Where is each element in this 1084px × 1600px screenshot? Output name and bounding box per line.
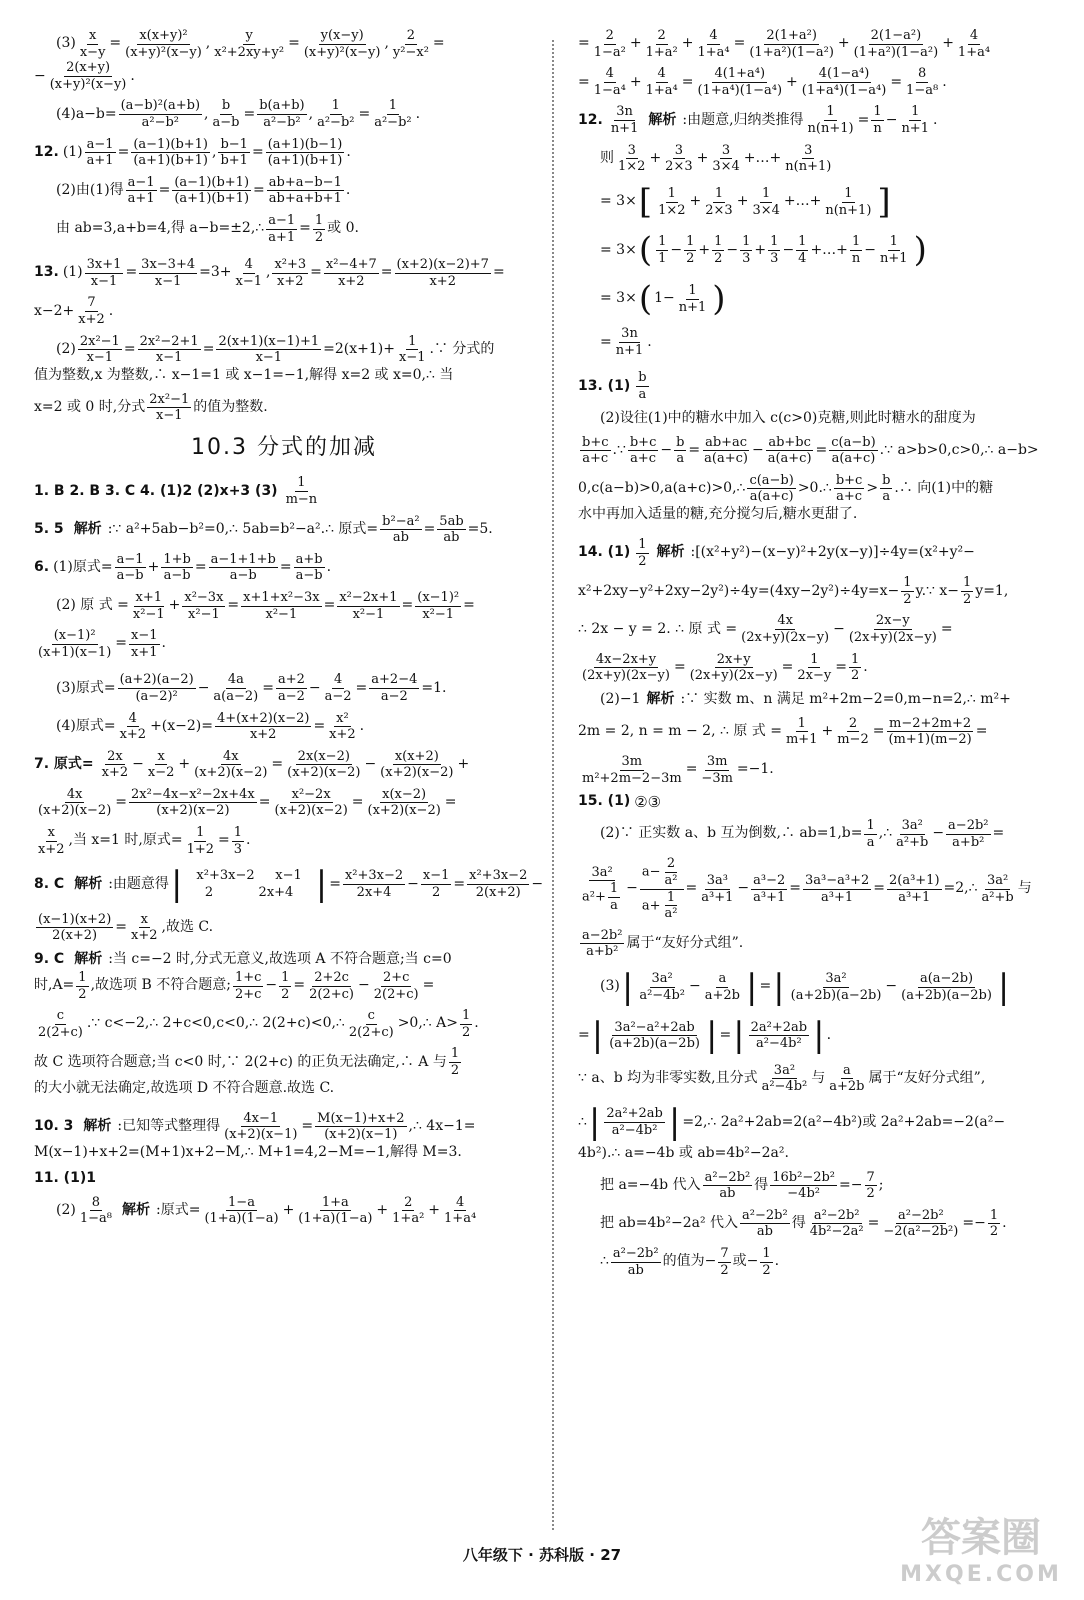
text: ∵ a、b 均为非零实数,且分式 bbox=[578, 1070, 758, 1087]
text: 与 bbox=[811, 1070, 826, 1087]
answer-12-6: = $\frac{3n}{n+1}$ . bbox=[600, 326, 652, 358]
text: (3)原式= bbox=[56, 679, 116, 696]
text: 或− bbox=[732, 1253, 759, 1270]
problem-11-4: (4)a−b= $\frac{\text{(a−b)²(a+b)}}{\text{a²−b²}}$ , $\frac{b}{a-b}$ = $\frac{b(a+b)}{\text{a²−b²}}$ , $\frac{1}{\text{a²−b²}}$ = $\frac{1}{\text{a²−b²}}$ . bbox=[56, 98, 421, 130]
answer-9 bbox=[34, 950, 534, 970]
analysis-label: 解析 bbox=[121, 1202, 150, 1219]
text: =5. bbox=[467, 520, 493, 537]
text: :由题意得 bbox=[108, 875, 169, 892]
column-divider bbox=[552, 40, 554, 1530]
text: (4)原式= bbox=[56, 717, 116, 734]
text: 10. 3 bbox=[34, 1117, 74, 1134]
fraction: $\frac{\text{(a−b)²(a+b)}}{\text{a²−b²}}$ bbox=[120, 98, 201, 130]
text: x²+2xy−y²+2xy−2y²)÷4y=(4xy−2y²)÷4y=x− bbox=[578, 582, 900, 599]
text: 与 bbox=[1017, 880, 1032, 897]
text: ,故选项 B 不符合题意; bbox=[90, 977, 231, 994]
page-footer: 八年级下 · 苏科版 · 27 bbox=[462, 1546, 622, 1564]
answer-6-4: (4)原式= $\frac{4}{x+2}$ +(x−2)= $\frac{4+(x+2)(x-2)}{x+2}$ = $\frac{\text{x²}}{x+2}$ . bbox=[56, 710, 365, 743]
right-column bbox=[578, 28, 1046, 1278]
answer-15-6: = | $\frac{\text{3a²−a²+2ab}}{(a+2b)(a-2b)}$ | = | $\frac{\text{2a²+2ab}}{\text{a²−4b²}}$ | . bbox=[578, 1015, 832, 1056]
text: 把 ab=4b²−2a² 代入 bbox=[600, 1215, 739, 1232]
problem-12-3: 由 ab=3,a+b=4,得 a−b=±2,∴ $\frac{a-1}{a+1}$ = $\frac{1}{2}$ 或 0. bbox=[56, 212, 359, 245]
text: ∴ bbox=[578, 1113, 587, 1130]
analysis-label: 解析 bbox=[656, 544, 685, 561]
answers-1-4: 1. B 2. B 3. C 4. (1)2 (2)x+3 (3) $\frac{1}{m-n}$ bbox=[34, 475, 318, 507]
problem-11-3: (3) $\frac{x}{x-y}$ = $\frac{\text{x(x+y)²}}{\text{(x+y)²(x−y)}}$ , $\frac{y}{\text{x²+2xy+y²}}$ = $\frac{y(x-y)}{\text{(x+y)²(x−y)}}$ , $\frac{2}{\text{y²−x²}}$ = bbox=[56, 28, 445, 60]
analysis-label: 解析 bbox=[648, 111, 677, 128]
answer-11-1 bbox=[34, 1169, 534, 1189]
answer-11-2: (2) $\frac{8}{\text{1−a⁸}}$ 解析 :原式= $\frac{1-a}{(1+a)(1-a)}$ + $\frac{1+a}{(1+a)(1-a)}$ + $\frac{2}{\text{1+a²}}$ + $\frac{4}{\text{1+a⁴}}$ bbox=[56, 1194, 477, 1227]
answer-13-1: 13. (1) $\frac{b}{a}$ bbox=[578, 370, 647, 403]
text: .∴ 向(1)中的糖 bbox=[894, 480, 994, 497]
label: (3) bbox=[56, 35, 76, 52]
fraction: $\frac{1}{\text{a²−b²}}$ bbox=[374, 98, 412, 130]
text: =2,∴ 2a²+2ab=2(a²−4b²)或 2a²+2ab=−2(a²− bbox=[682, 1113, 1006, 1130]
fraction: $\frac{b}{a-b}$ bbox=[212, 98, 240, 130]
text: 得 bbox=[791, 1215, 806, 1232]
text: y.∵ x− bbox=[915, 582, 960, 599]
text: 14. (1) bbox=[578, 544, 631, 561]
text: .∵ bbox=[612, 441, 626, 458]
answer-15-3: 3a² a²+ $\frac{1}{a}$ − a− $\frac{2}{\text{a²}}$ a+ $\frac{1}{\text{a²}}$ = $\frac{\text{3a³}}{\text{a³+1}}$ − $\frac{\text{a³−2}}{\text{a³+1}}$ = $\frac{\text{3a³−a³+2}}{\text{a³+1}}$ = $\frac{\text{2(a³+1)}}{\text{a³+1}}$ =2,∴ $\frac{\text{3a²}}{\text{a²+b}}$ 与 bbox=[582, 856, 1032, 922]
answer-11-2-cont: = $\frac{2}{\text{1−a²}}$ + $\frac{2}{\text{1+a²}}$ + $\frac{4}{\text{1+a⁴}}$ = $\frac{\text{2(1+a²)}}{\text{(1+a²)(1−a²)}}$ + $\frac{\text{2(1−a²)}}{\text{(1+a²)(1−a²)}}$ + $\frac{4}{\text{1+a⁴}}$ bbox=[578, 28, 991, 60]
text: (1) bbox=[62, 264, 83, 281]
text: (2) bbox=[56, 1202, 76, 1219]
answer-8: 8. C 解析 :由题意得 | x²+3x−2 x−1 2 2x+4 | = $\frac{\text{x²+3x−2}}{2x+4}$ − $\frac{x-1}{2}$ = $\frac{\text{x²+3x−2}}{2(x+2)}$ − bbox=[34, 864, 544, 905]
text: (2)−1 bbox=[600, 691, 641, 707]
fraction: $\frac{y}{\text{x²+2xy+y²}}$ bbox=[214, 28, 285, 60]
answer-9-3: $\frac{c}{2(2+c)}$ .∵ c<−2,∴ 2+c<0,c<0,∴ 2(2+c)<0,∴ $\frac{c}{2(2+c)}$ >0,∴ A> $\frac{1}{2}$ . bbox=[38, 1008, 479, 1040]
text: 属于“友好分式组”, bbox=[868, 1070, 986, 1087]
problem-number: 6. bbox=[34, 559, 50, 576]
text: :[(x²+y²)−(x−y)²+2y(x−y)]÷4y=(x²+y²− bbox=[690, 544, 975, 561]
text: 15. (1) bbox=[578, 793, 631, 810]
text: 11. (1)1 bbox=[34, 1169, 96, 1186]
answer-6-1: 6. (1)原式= $\frac{a-1}{a-b}$ + $\frac{1+b}{a-b}$ = $\frac{a-1+1+b}{a-b}$ = $\frac{a+b}{a-b}$ . bbox=[34, 551, 332, 584]
answer-15-12: ∴ $\frac{\text{a²−2b²}}{ab}$ 的值为− $\frac{7}{2}$ 或− $\frac{1}{2}$ . bbox=[600, 1245, 780, 1278]
text: 的值为− bbox=[662, 1253, 717, 1270]
answer-12-4: = 3× ( $\frac{1}{1}$ − $\frac{1}{2}$ + $\frac{1}{2}$ − $\frac{1}{3}$ + $\frac{1}{3}$ − $\frac{1}{4}$ +…+ $\frac{1}{n}$ − $\frac{1}{n+1}$ ) bbox=[600, 230, 927, 271]
text: ,当 x=1 时,原式= bbox=[68, 832, 183, 849]
answer-10: 10. 3 解析 :已知等式整理得 $\frac{4x-1}{(x+2)(x-1)}$ = $\frac{M(x-1)+x+2}{(x+2)(x-1)}$ ,∴ 4x−1= bbox=[34, 1110, 476, 1143]
answer-9-4: 故 C 选项符合题意;当 c<0 时,∵ 2(2+c) 的正负无法确定,∴ A 与 $\frac{1}{2}$ bbox=[34, 1046, 460, 1078]
text: :∵ a²+5ab−b²=0,∴ 5ab=b²−a².∴ 原式= bbox=[107, 520, 379, 537]
problem-number: 13. bbox=[34, 264, 59, 281]
watermark-url: MXQE.COM bbox=[900, 1562, 1062, 1587]
text: .∵ a>b>0,c>0,∴ a−b> bbox=[879, 441, 1039, 458]
text: = 3× bbox=[600, 193, 637, 210]
answer-15-8: ∴ | $\frac{\text{2a²+2ab}}{\text{a²−4b²}}$ | =2,∴ 2a²+2ab=2(a²−4b²)或 2a²+2ab=−2(a²− bbox=[578, 1102, 1006, 1143]
fraction: $\frac{1}{\text{a²−b²}}$ bbox=[317, 98, 355, 130]
answer-12: 12. $\frac{3n}{n+1}$ 解析 :由题意,归纳类推得 $\frac{1}{n(n+1)}$ = $\frac{1}{n}$ − $\frac{1}{n+1}$ . bbox=[578, 104, 938, 136]
text: (1)原式= bbox=[53, 559, 113, 576]
text: 1. B 2. B 3. C 4. (1)2 (2)x+3 (3) bbox=[34, 482, 278, 499]
answer-10-2 bbox=[34, 1143, 534, 1163]
text: >0,∴ A> bbox=[397, 1015, 458, 1032]
text: 值为整数,x 为整数,∴ x−1=1 或 x−1=−1,解得 x=2 或 x=0,∴ 当 bbox=[34, 366, 454, 383]
text: (2)设往(1)中的糖水中加入 c(c>0)克糖,则此时糖水的甜度为 bbox=[600, 409, 976, 426]
text: 水中再加入适量的糖,充分搅匀后,糖水更甜了. bbox=[578, 506, 858, 523]
answer-15-9 bbox=[578, 1144, 1046, 1164]
text: :当 c=−2 时,分式无意义,故选项 A 不符合题意;当 c=0 bbox=[108, 951, 452, 968]
text: >0.∴ bbox=[797, 480, 832, 497]
answer-14-3: ∴ 2x − y = 2. ∴ 原 式 = $\frac{4x}{(2x+y)(2x-y)}$ − $\frac{2x-y}{(2x+y)(2x-y)}$ = bbox=[578, 613, 953, 645]
watermark-text: 答案圈 bbox=[921, 1515, 1041, 1561]
answer-5: 5. 5 解析 :∵ a²+5ab−b²=0,∴ 5ab=b²−a².∴ 原式= $\frac{\text{b²−a²}}{ab}$ = $\frac{5ab}{ab}$ =5. bbox=[34, 513, 493, 546]
text: 或 0. bbox=[327, 220, 359, 237]
text: =1. bbox=[421, 679, 447, 696]
text: (3) bbox=[600, 978, 620, 995]
text: 时,A= bbox=[34, 977, 75, 994]
text: ②③ bbox=[634, 792, 662, 811]
answer-6-2: (2) 原 式 = $\frac{x+1}{\text{x²−1}}$ + $\frac{\text{x²−3x}}{\text{x²−1}}$ = $\frac{\text{x+1+x²−3x}}{\text{x²−1}}$ = $\frac{\text{x²−2x+1}}{\text{x²−1}}$ = $\frac{\text{(x−1)²}}{\text{x²−1}}$ = bbox=[56, 589, 475, 622]
problem-13-1: 13. (1) $\frac{3x+1}{x-1}$ = $\frac{3x-3+4}{x-1}$ =3+ $\frac{4}{x-1}$ , $\frac{\text{x²+3}}{x+2}$ = $\frac{\text{x²−4+7}}{x+2}$ = $\frac{(x+2)(x-2)+7}{x+2}$ = bbox=[34, 257, 505, 289]
analysis-label: 解析 bbox=[73, 520, 102, 537]
analysis-label: 解析 bbox=[74, 875, 103, 892]
text: ,∴ bbox=[878, 825, 893, 842]
answer-9-5 bbox=[34, 1079, 534, 1099]
answer-12-2: 则 $\frac{3}{1\times 2}$ + $\frac{3}{2\times 3}$ + $\frac{3}{3\times 4}$ +…+ $\frac{3}{n(n+1)}$ bbox=[600, 142, 832, 175]
text: 8. C bbox=[34, 875, 65, 892]
text: :原式= bbox=[155, 1202, 201, 1219]
text: (2) bbox=[56, 340, 76, 357]
text: 得 bbox=[754, 1176, 769, 1193]
answer-15-11: 把 ab=4b²−2a² 代入 $\frac{\text{a²−2b²}}{ab}$ 得 $\frac{\text{a²−2b²}}{\text{4b²−2a²}}$ = $\frac{\text{a²−2b²}}{\text{−2(a²−2b²)}}$ =− $\frac{1}{2}$ . bbox=[600, 1207, 1007, 1240]
text: 5. 5 bbox=[34, 520, 64, 537]
problem-number: 12. bbox=[34, 143, 59, 160]
fraction: $\frac{\text{x(x+y)²}}{\text{(x+y)²(x−y)}}$ bbox=[125, 28, 202, 60]
answer-7-cont: $\frac{4x}{(x+2)(x-2)}$ = $\frac{\text{2x²−4x−x²−2x+4x}}{(x+2)(x-2)}$ = $\frac{\text{x²−2x}}{(x+2)(x-2)}$ = $\frac{x(x-2)}{(x+2)(x-2)}$ = bbox=[38, 786, 457, 819]
text: x=2 或 0 时,分式 bbox=[34, 399, 146, 416]
fraction: $\frac{2(x+y)}{\text{(x+y)²(x−y)}}$ bbox=[49, 60, 127, 92]
text: =−1. bbox=[736, 761, 774, 778]
answer-15-4: $\frac{\text{a−2b²}}{\text{a+b²}}$ 属于“友好分式组”. bbox=[582, 927, 744, 960]
analysis-label: 解析 bbox=[74, 951, 103, 968]
text: (2)由(1)得 bbox=[56, 182, 124, 199]
watermark-logo bbox=[886, 1514, 1076, 1594]
answer-14-1: 14. (1) $\frac{1}{2}$ 解析 :[(x²+y²)−(x−y)²+2y(x−y)]÷4y=(x²+y²− bbox=[578, 537, 975, 569]
text: x−2+ bbox=[34, 302, 75, 319]
answer-6-2-cont: $\frac{\text{(x−1)²}}{(x+1)(x-1)}$ = $\frac{x-1}{x+1}$ . bbox=[38, 628, 166, 660]
problem-13-3 bbox=[34, 366, 534, 386]
text: .∵ 分式的 bbox=[429, 340, 495, 357]
answer-13-4: 0,c(a−b)>0,a(a+c)>0,∴ $\frac{c(a-b)}{a(a+c)}$ >0.∴ $\frac{b+c}{a+c}$ > $\frac{b}{a}$ .∴ 向(1)中的糖 bbox=[578, 472, 994, 505]
text: 故 C 选项符合题意;当 c<0 时,∵ 2(2+c) 的正负无法确定,∴ A 与 bbox=[34, 1053, 447, 1070]
problem-13-1-cont: x−2+ $\frac{7}{x+2}$ . bbox=[34, 295, 114, 327]
analysis-label: 解析 bbox=[83, 1117, 112, 1134]
fraction: $\frac{2}{\text{y²−x²}}$ bbox=[392, 28, 429, 60]
text: y=1, bbox=[975, 582, 1009, 599]
answer-8-cont: $\frac{(x-1)(x+2)}{2(x+2)}$ = $\frac{x}{x+2}$ ,故选 C. bbox=[38, 911, 214, 944]
answer-14-7: $\frac{3m}{\text{m²+2m−2−3m}}$ = $\frac{3m}{-3m}$ =−1. bbox=[582, 753, 774, 786]
text: (4)a−b= bbox=[56, 105, 117, 122]
answer-14-6: 2m = 2, n = m − 2, ∴ 原 式 = $\frac{1}{m+1}$ + $\frac{2}{m-2}$ = $\frac{m-2+2m+2}{(m+1)(m-2)}$ = bbox=[578, 715, 988, 748]
answer-6-3: (3)原式= $\frac{(a+2)(a-2)}{\text{(a−2)²}}$ − $\frac{4a}{a(a-2)}$ = $\frac{a+2}{a-2}$ − $\frac{4}{a-2}$ = $\frac{a+2-4}{a-2}$ =1. bbox=[56, 672, 447, 704]
answer-14-2: x²+2xy−y²+2xy−2y²)÷4y=(4xy−2y²)÷4y=x− $\frac{1}{2}$ y.∵ x− $\frac{1}{2}$ y=1, bbox=[578, 575, 1009, 607]
text: :∵ 实数 m、n 满足 m²+2m−2=0,m−n=2,∴ m²+ bbox=[680, 691, 1011, 707]
text: 13. (1) bbox=[578, 377, 631, 394]
text: =2(x+1)+ bbox=[323, 340, 395, 357]
text: ,故选 C. bbox=[161, 919, 214, 936]
answer-15-2: (2)∵ 正实数 a、b 互为倒数,∴ ab=1,b= $\frac{1}{a}$ ,∴ $\frac{\text{3a²}}{\text{a²+b}}$ − $\frac{\text{a−2b²}}{\text{a+b²}}$ = bbox=[600, 818, 1005, 850]
text: :由题意,归纳类推得 bbox=[682, 111, 804, 128]
left-column bbox=[34, 28, 544, 1227]
text: 2m = 2, n = m − 2, ∴ 原 式 = bbox=[578, 723, 782, 740]
text: 的值为整数. bbox=[193, 399, 268, 416]
answer-15-10: 把 a=−4b 代入 $\frac{\text{a²−2b²}}{ab}$ 得 $\frac{\text{16b²−2b²}}{\text{−4b²}}$ =− $\frac{7}{2}$ ; bbox=[600, 1169, 884, 1202]
problem-number: 12. bbox=[578, 111, 603, 128]
answer-15-7: ∵ a、b 均为非零实数,且分式 $\frac{\text{3a²}}{\text{a²−4b²}}$ 与 $\frac{a}{a+2b}$ 属于“友好分式组”, bbox=[578, 1062, 986, 1095]
answer-15-1 bbox=[578, 792, 1046, 812]
analysis-label: 解析 bbox=[646, 691, 675, 707]
text: 7. 原式= bbox=[34, 756, 94, 773]
answer-11-2-cont2: = $\frac{4}{\text{1−a⁴}}$ + $\frac{4}{\text{1+a⁴}}$ = $\frac{\text{4(1+a⁴)}}{\text{(1+a⁴)(1−a⁴)}}$ + $\frac{\text{4(1−a⁴)}}{\text{(1+a⁴)(1−a⁴)}}$ = $\frac{8}{\text{1−a⁸}}$ . bbox=[578, 66, 947, 98]
problem-12-2: (2)由(1)得 $\frac{a-1}{a+1}$ = $\frac{(a-1)(b+1)}{(a+1)(b+1)}$ = $\frac{ab+a-b-1}{ab+a+b+1}$ . bbox=[56, 174, 351, 207]
problem-13-2: (2) $\frac{\text{2x²−1}}{x-1}$ = $\frac{\text{2x²−2+1}}{x-1}$ = $\frac{2(x+1)(x-1)+1}{x-1}$ =2(x+1)+ $\frac{1}{x-1}$ .∵ 分式的 bbox=[56, 333, 495, 366]
text: 由 ab=3,a+b=4,得 a−b=±2,∴ bbox=[56, 220, 265, 237]
answer-14-4: $\frac{4x-2x+y}{(2x+y)(2x-y)}$ = $\frac{2x+y}{(2x+y)(2x-y)}$ = $\frac{1}{2x-y}$ = $\frac{1}{2}$ . bbox=[582, 651, 868, 684]
answer-9-2: 时,A= $\frac{1}{2}$ ,故选项 B 不符合题意; $\frac{1+c}{2+c}$ − $\frac{1}{2}$ = $\frac{2+2c}{2(2+c)}$ − $\frac{2+c}{2(2+c)}$ = bbox=[34, 969, 435, 1002]
text: 的大小就无法确定,故选项 D 不符合题意.故选 C. bbox=[34, 1079, 335, 1096]
text: 则 bbox=[600, 149, 614, 166]
text: 0,c(a−b)>0,a(a+c)>0,∴ bbox=[578, 480, 746, 497]
text: 9. C bbox=[34, 951, 65, 968]
problem-12-1: 12. (1) $\frac{a-1}{a+1}$ = $\frac{(a-1)(b+1)}{(a+1)(b+1)}$ , $\frac{b-1}{b+1}$ = $\frac{(a+1)(b-1)}{(a+1)(b+1)}$ . bbox=[34, 136, 351, 169]
answer-7-end: $\frac{x}{x+2}$ ,当 x=1 时,原式= $\frac{1}{1+2}$ = $\frac{1}{3}$ . bbox=[38, 825, 251, 857]
text: ∴ bbox=[600, 1253, 609, 1270]
section-title: 10.3 分式的加减 bbox=[191, 434, 377, 460]
fraction: $\frac{x}{x-y}$ bbox=[79, 28, 106, 60]
text: (2) 原 式 = bbox=[56, 597, 129, 614]
answer-13-3: $\frac{b+c}{a+c}$ .∵ $\frac{b+c}{a+c}$ − $\frac{b}{a}$ = $\frac{ab+ac}{a(a+c)}$ − $\frac{ab+bc}{a(a+c)}$ = $\frac{c(a-b)}{a(a+c)}$ .∵ a>b>0,c>0,∴ a−b> bbox=[582, 434, 1039, 467]
text: .∵ c<−2,∴ 2+c<0,c<0,∴ 2(2+c)<0,∴ bbox=[86, 1015, 345, 1032]
text: M(x−1)+x+2=(M+1)x+2−M,∴ M+1=4,2−M=−1,解得 M=3. bbox=[34, 1143, 462, 1160]
text: (1) bbox=[62, 143, 83, 160]
problem-13-4: x=2 或 0 时,分式 $\frac{\text{2x²−1}}{x-1}$ 的值为整数. bbox=[34, 391, 268, 424]
text: 4b²).∴ a=−4b 或 ab=4b²−2a². bbox=[578, 1144, 789, 1161]
answer-13-2 bbox=[578, 409, 1046, 429]
answer-15-5: (3) | $\frac{\text{3a²}}{\text{a²−4b²}}$ − $\frac{a}{a+2b}$ | = | $\frac{\text{3a²}}{(a+2b)(a-2b)}$ − $\frac{a(a-2b)}{(a+2b)(a-2b)}$ | bbox=[600, 966, 1010, 1007]
fraction: $\frac{y(x-y)}{\text{(x+y)²(x−y)}}$ bbox=[303, 28, 381, 60]
text: :已知等式整理得 bbox=[117, 1117, 221, 1134]
answer-12-5: = 3× ( 1− $\frac{1}{n+1}$ ) bbox=[600, 278, 726, 319]
answer-14-5 bbox=[578, 690, 1046, 710]
text: ∴ 2x − y = 2. ∴ 原 式 = bbox=[578, 620, 738, 637]
answer-12-3: = 3× [ $\frac{1}{1\times 2}$ + $\frac{1}{2\times 3}$ + $\frac{1}{3\times 4}$ +…+ $\frac{1}{n(n+1)}$ ] bbox=[600, 181, 891, 222]
text: (2)∵ 正实数 a、b 互为倒数,∴ ab=1,b= bbox=[600, 825, 863, 842]
answer-7: 7. 原式= $\frac{2x}{x+2}$ − $\frac{x}{x-2}$ + $\frac{4x}{(x+2)(x-2)}$ = $\frac{2x(x-2)}{(x+2)(x-2)}$ − $\frac{x(x+2)}{(x+2)(x-2)}$ + bbox=[34, 748, 470, 781]
answer-13-5 bbox=[578, 505, 1046, 525]
text: 把 a=−4b 代入 bbox=[600, 1176, 701, 1193]
fraction: $\frac{b(a+b)}{\text{a²−b²}}$ bbox=[259, 98, 305, 130]
text: 属于“友好分式组”. bbox=[626, 935, 744, 952]
text: ,∴ 4x−1= bbox=[408, 1117, 476, 1134]
problem-11-3-cont: − $\frac{2(x+y)}{\text{(x+y)²(x−y)}}$ . bbox=[34, 60, 135, 92]
